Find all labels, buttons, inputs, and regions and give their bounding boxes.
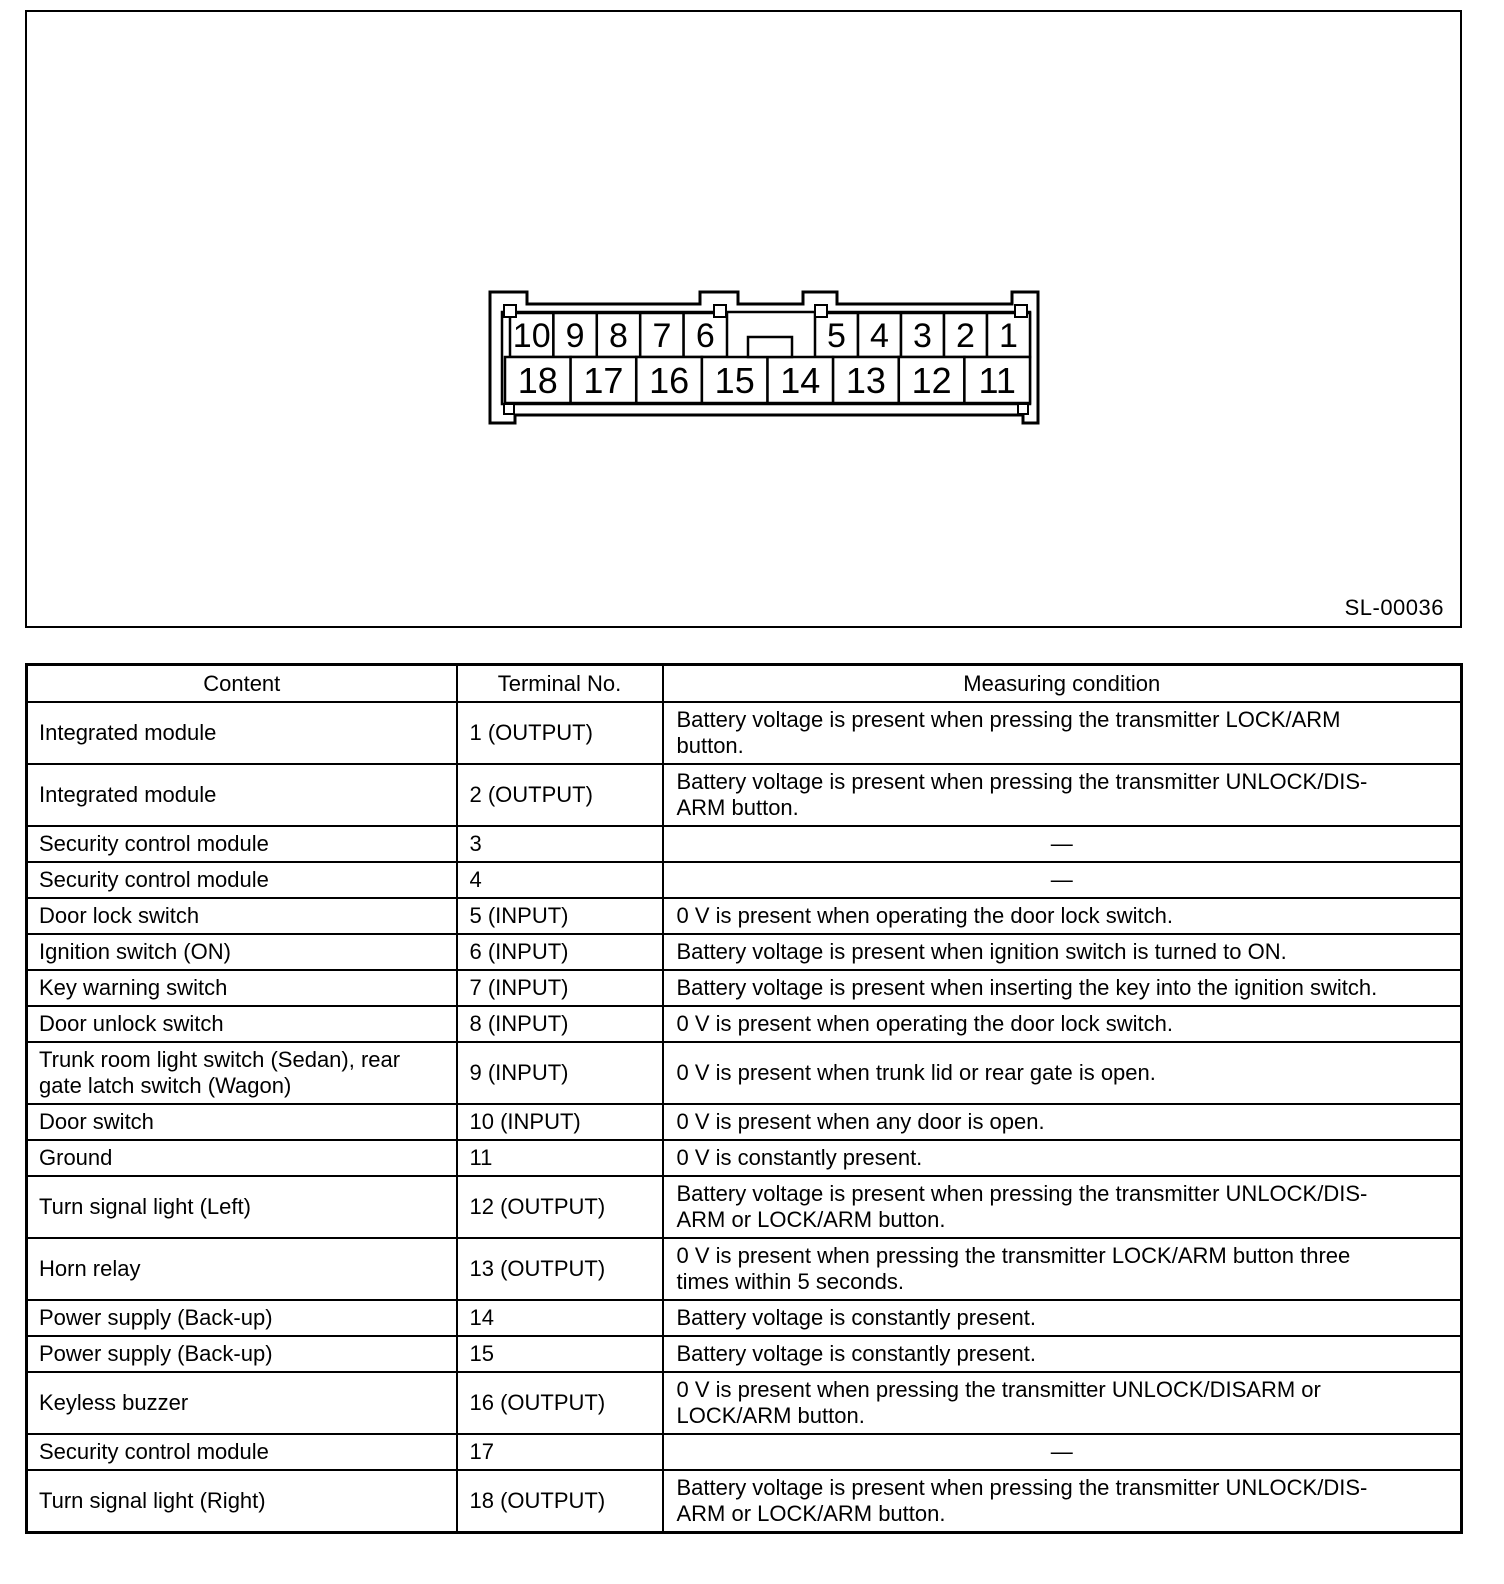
cell-content: Keyless buzzer [27, 1372, 457, 1434]
table-row [27, 1140, 1462, 1176]
terminal-table [25, 663, 1463, 1534]
table-row [27, 1336, 1462, 1372]
pin-number: 8 [609, 317, 628, 356]
column-header: Measuring condition [663, 665, 1462, 703]
cell-content: Security control module [27, 1434, 457, 1470]
cell-condition: Battery voltage is present when pressing the transmitter UNLOCK/DIS-ARM or LOCK/ARM button. [663, 1176, 1462, 1238]
table-row [27, 826, 1462, 862]
pin-number: 10 [512, 317, 551, 356]
pin-number: 13 [845, 360, 886, 401]
pin-number: 5 [827, 317, 846, 356]
cell-content: Turn signal light (Right) [27, 1470, 457, 1533]
connector-figure [25, 10, 1462, 628]
table-row [27, 1372, 1462, 1434]
latch-notch [1018, 404, 1028, 414]
cell-terminal: 7 (INPUT) [457, 970, 663, 1006]
cell-content: Door lock switch [27, 898, 457, 934]
table-row [27, 1006, 1462, 1042]
pin-number: 1 [999, 317, 1018, 356]
cell-terminal: 5 (INPUT) [457, 898, 663, 934]
cell-condition: 0 V is present when operating the door lock switch. [663, 1006, 1462, 1042]
connector-diagram [485, 285, 1045, 425]
pin-number: 7 [652, 317, 672, 356]
cell-terminal: 12 (OUTPUT) [457, 1176, 663, 1238]
cell-condition: 0 V is present when trunk lid or rear gate is open. [663, 1042, 1462, 1104]
pin-number: 2 [956, 317, 975, 356]
table-row [27, 1434, 1462, 1470]
figure-code: SL-00036 [1344, 595, 1444, 620]
cell-terminal: 11 [457, 1140, 663, 1176]
cell-content: Door unlock switch [27, 1006, 457, 1042]
cell-condition: Battery voltage is present when inserting the key into the ignition switch. [663, 970, 1462, 1006]
column-header: Content [27, 665, 457, 703]
cell-terminal: 3 [457, 826, 663, 862]
latch-notch [1015, 305, 1027, 317]
pin-number: 14 [780, 360, 821, 401]
cell-condition: — [663, 826, 1462, 862]
cell-condition: Battery voltage is constantly present. [663, 1300, 1462, 1336]
connector-key-notch [748, 337, 792, 357]
cell-condition: 0 V is present when pressing the transmitter UNLOCK/DISARM or LOCK/ARM button. [663, 1372, 1462, 1434]
cell-terminal: 2 (OUTPUT) [457, 764, 663, 826]
table-row [27, 1238, 1462, 1300]
cell-terminal: 15 [457, 1336, 663, 1372]
cell-terminal: 6 (INPUT) [457, 934, 663, 970]
cell-condition: Battery voltage is present when pressing the transmitter UNLOCK/DIS-ARM button. [663, 764, 1462, 826]
terminal-table-header-row [27, 665, 1462, 703]
cell-condition: 0 V is present when any door is open. [663, 1104, 1462, 1140]
latch-notch [815, 305, 827, 317]
table-row [27, 1300, 1462, 1336]
pin-number: 15 [714, 360, 755, 401]
cell-condition: 0 V is constantly present. [663, 1140, 1462, 1176]
cell-content: Ignition switch (ON) [27, 934, 457, 970]
cell-content: Horn relay [27, 1238, 457, 1300]
cell-content: Trunk room light switch (Sedan), rear gate latch switch (Wagon) [27, 1042, 457, 1104]
cell-terminal: 14 [457, 1300, 663, 1336]
table-row [27, 1176, 1462, 1238]
pin-number: 3 [913, 317, 932, 356]
table-row [27, 898, 1462, 934]
latch-notch [504, 404, 514, 414]
pin-number: 9 [565, 317, 585, 356]
cell-condition: Battery voltage is constantly present. [663, 1336, 1462, 1372]
cell-condition: Battery voltage is present when pressing the transmitter UNLOCK/DIS-ARM or LOCK/ARM button. [663, 1470, 1462, 1533]
cell-content: Power supply (Back-up) [27, 1300, 457, 1336]
cell-content: Security control module [27, 826, 457, 862]
cell-condition: Battery voltage is present when pressing the transmitter LOCK/ARM button. [663, 702, 1462, 764]
cell-condition: 0 V is present when pressing the transmitter LOCK/ARM button three times within 5 seconds. [663, 1238, 1462, 1300]
cell-condition: — [663, 1434, 1462, 1470]
pin-number: 16 [649, 360, 690, 401]
cell-terminal: 16 (OUTPUT) [457, 1372, 663, 1434]
pin-number: 6 [695, 317, 715, 356]
pin-number: 18 [517, 360, 558, 401]
cell-terminal: 1 (OUTPUT) [457, 702, 663, 764]
cell-content: Integrated module [27, 764, 457, 826]
cell-content: Key warning switch [27, 970, 457, 1006]
connector-pinout-svg [485, 285, 1045, 425]
cell-condition: Battery voltage is present when ignition switch is turned to ON. [663, 934, 1462, 970]
latch-notch [714, 305, 726, 317]
table-row [27, 764, 1462, 826]
table-row [27, 1042, 1462, 1104]
cell-condition: 0 V is present when operating the door lock switch. [663, 898, 1462, 934]
table-row [27, 1104, 1462, 1140]
cell-terminal: 10 (INPUT) [457, 1104, 663, 1140]
pin-number: 11 [978, 360, 1016, 401]
cell-content: Door switch [27, 1104, 457, 1140]
table-row [27, 970, 1462, 1006]
pin-number: 4 [870, 317, 889, 356]
cell-condition: — [663, 862, 1462, 898]
cell-content: Ground [27, 1140, 457, 1176]
cell-terminal: 9 (INPUT) [457, 1042, 663, 1104]
cell-terminal: 4 [457, 862, 663, 898]
cell-content: Security control module [27, 862, 457, 898]
cell-terminal: 17 [457, 1434, 663, 1470]
pin-number: 17 [583, 360, 624, 401]
cell-terminal: 8 (INPUT) [457, 1006, 663, 1042]
terminal-table-body [27, 702, 1462, 1533]
cell-terminal: 13 (OUTPUT) [457, 1238, 663, 1300]
table-row [27, 862, 1462, 898]
pin-number: 12 [911, 360, 952, 401]
table-row [27, 1470, 1462, 1533]
table-row [27, 702, 1462, 764]
cell-content: Integrated module [27, 702, 457, 764]
latch-notch [504, 305, 516, 317]
cell-content: Power supply (Back-up) [27, 1336, 457, 1372]
cell-content: Turn signal light (Left) [27, 1176, 457, 1238]
column-header: Terminal No. [457, 665, 663, 703]
table-row [27, 934, 1462, 970]
cell-terminal: 18 (OUTPUT) [457, 1470, 663, 1533]
